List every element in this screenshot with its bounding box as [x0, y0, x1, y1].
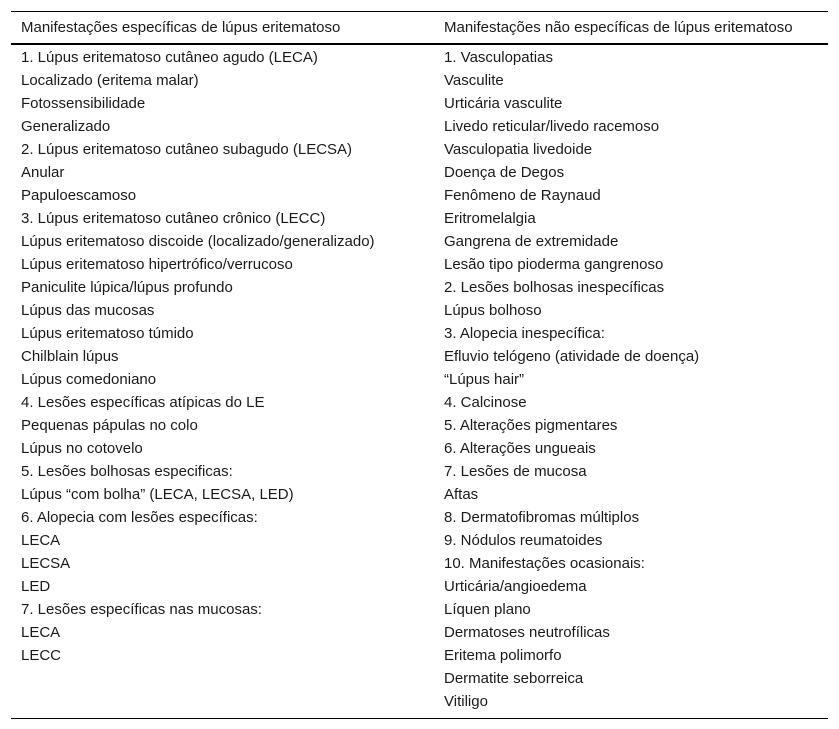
specific-item: 4. Lesões específicas atípicas do LE	[21, 394, 265, 411]
specific-item: Lúpus eritematoso túmido	[21, 325, 194, 342]
nonspecific-item: 5. Alterações pigmentares	[444, 417, 618, 434]
specific-item: LECA	[21, 624, 61, 641]
specific-item: Localizado (eritema malar)	[21, 72, 199, 89]
nonspecific-item: Eritromelalgia	[444, 210, 536, 227]
nonspecific-item: “Lúpus hair”	[444, 371, 525, 388]
specific-item: Lúpus eritematoso hipertrófico/verrucoso	[21, 256, 293, 273]
nonspecific-item: Fenômeno de Raynaud	[444, 187, 601, 204]
specific-item: 7. Lesões específicas nas mucosas:	[21, 601, 262, 618]
specific-item: Anular	[21, 164, 65, 181]
specific-item: Pequenas pápulas no colo	[21, 417, 198, 434]
specific-item: LECC	[21, 647, 62, 664]
specific-item: Generalizado	[21, 118, 111, 135]
specific-item: Lúpus das mucosas	[21, 302, 155, 319]
nonspecific-item: Lesão tipo pioderma gangrenoso	[444, 256, 664, 273]
nonspecific-item: 10. Manifestações ocasionais:	[444, 555, 645, 572]
nonspecific-item: Livedo reticular/livedo racemoso	[444, 118, 660, 135]
manifestations-table	[11, 11, 828, 719]
nonspecific-item: Doença de Degos	[444, 164, 565, 181]
table-header-row	[11, 12, 828, 45]
specific-item: Lúpus eritematoso discoide (localizado/generalizado)	[21, 233, 375, 250]
nonspecific-column	[434, 46, 828, 713]
specific-item: Lúpus comedoniano	[21, 371, 157, 388]
nonspecific-item: 2. Lesões bolhosas inespecíficas	[444, 279, 665, 296]
table-body	[11, 45, 828, 718]
nonspecific-item: Aftas	[444, 486, 479, 503]
specific-item: LECSA	[21, 555, 71, 572]
header-specific: Manifestações específicas de lúpus eritematoso	[21, 19, 341, 36]
specific-item: Chilblain lúpus	[21, 348, 119, 365]
nonspecific-item: Efluvio telógeno (atividade de doença)	[444, 348, 700, 365]
specific-column	[11, 46, 434, 713]
nonspecific-item: Vasculite	[444, 72, 504, 89]
nonspecific-item: Urticária vasculite	[444, 95, 563, 112]
nonspecific-item: 9. Nódulos reumatoides	[444, 532, 603, 549]
nonspecific-item: Dermatite seborreica	[444, 670, 584, 687]
nonspecific-item: 6. Alterações ungueais	[444, 440, 596, 457]
nonspecific-item: 1. Vasculopatias	[444, 49, 553, 66]
specific-item: 5. Lesões bolhosas especificas:	[21, 463, 233, 480]
nonspecific-item: 8. Dermatofibromas múltiplos	[444, 509, 640, 526]
specific-item: Fotossensibilidade	[21, 95, 146, 112]
nonspecific-item: Vasculopatia livedoide	[444, 141, 593, 158]
nonspecific-item: Dermatoses neutrofílicas	[444, 624, 610, 641]
specific-item: Lúpus no cotovelo	[21, 440, 143, 457]
specific-list	[21, 46, 434, 667]
nonspecific-list	[444, 46, 828, 713]
specific-item: Papuloescamoso	[21, 187, 137, 204]
specific-item: 1. Lúpus eritematoso cutâneo agudo (LECA)	[21, 49, 318, 66]
nonspecific-item: Lúpus bolhoso	[444, 302, 542, 319]
specific-item: LECA	[21, 532, 61, 549]
specific-item: 2. Lúpus eritematoso cutâneo subagudo (LECSA)	[21, 141, 353, 158]
nonspecific-item: Gangrena de extremidade	[444, 233, 619, 250]
nonspecific-item: Líquen plano	[444, 601, 531, 618]
specific-item: 3. Lúpus eritematoso cutâneo crônico (LECC)	[21, 210, 326, 227]
nonspecific-item: Eritema polimorfo	[444, 647, 562, 664]
specific-item: Lúpus “com bolha” (LECA, LECSA, LED)	[21, 486, 294, 503]
nonspecific-item: Vitiligo	[444, 693, 488, 710]
nonspecific-item: Urticária/angioedema	[444, 578, 587, 595]
nonspecific-item: 4. Calcinose	[444, 394, 527, 411]
specific-item: LED	[21, 578, 51, 595]
nonspecific-item: 3. Alopecia inespecífica:	[444, 325, 605, 342]
specific-item: 6. Alopecia com lesões específicas:	[21, 509, 258, 526]
specific-item: Paniculite lúpica/lúpus profundo	[21, 279, 233, 296]
nonspecific-item: 7. Lesões de mucosa	[444, 463, 587, 480]
header-nonspecific: Manifestações não específicas de lúpus eritematoso	[444, 19, 793, 36]
